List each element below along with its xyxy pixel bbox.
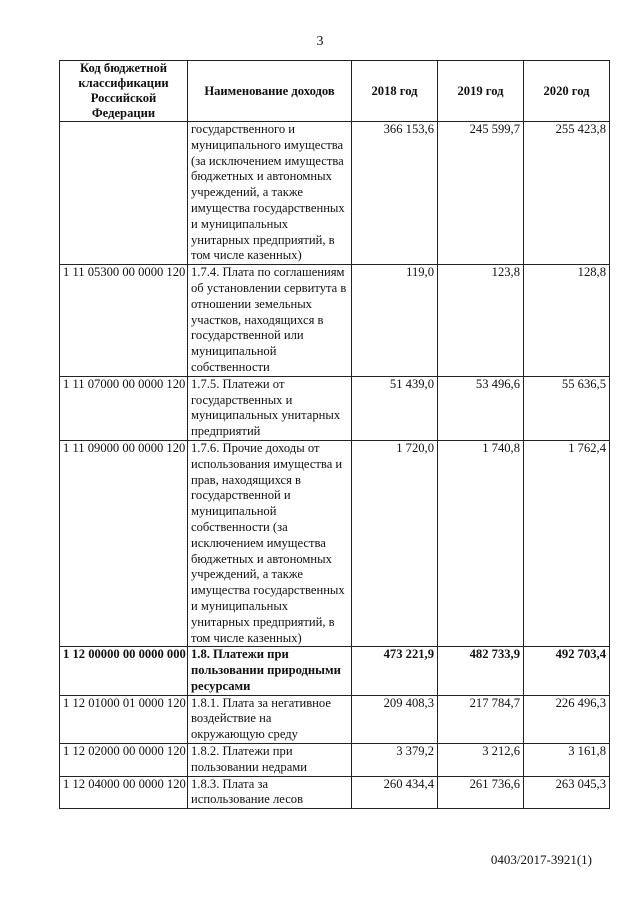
row-code: 1 12 02000 00 0000 120	[60, 744, 188, 777]
row-value-2020: 263 045,3	[524, 776, 610, 809]
row-name: 1.8.3. Плата за использование лесов	[188, 776, 352, 809]
row-value-2020: 1 762,4	[524, 440, 610, 646]
row-name: 1.8. Платежи при пользовании природными ресурсами	[188, 647, 352, 695]
table-row	[60, 744, 610, 777]
row-value-2018: 51 439,0	[352, 376, 438, 440]
table-row	[60, 695, 610, 743]
row-value-2019: 3 212,6	[438, 744, 524, 777]
document-code: 0403/2017-3921(1)	[490, 852, 592, 867]
header-2020: 2020 год	[524, 61, 610, 122]
row-value-2018: 473 221,9	[352, 647, 438, 695]
row-name: 1.8.1. Плата за негативное воздействие на окружающую среду	[188, 695, 352, 743]
row-value-2020: 492 703,4	[524, 647, 610, 695]
row-name: 1.7.5. Платежи от государственных и муниципальных унитарных предприятий	[188, 376, 352, 440]
header-name: Наименование доходов	[188, 61, 352, 122]
row-code: 1 12 04000 00 0000 120	[60, 776, 188, 809]
row-value-2020: 55 636,5	[524, 376, 610, 440]
row-value-2018: 3 379,2	[352, 744, 438, 777]
row-code: 1 11 07000 00 0000 120	[60, 376, 188, 440]
row-value-2020: 128,8	[524, 265, 610, 377]
row-name: 1.7.4. Плата по соглашениям об установлении сервитута в отношении земельных участков, находящихся в государственной или муниципальной собственности	[188, 265, 352, 377]
header-2019: 2019 год	[438, 61, 524, 122]
table-row	[60, 776, 610, 809]
table-row	[60, 265, 610, 377]
row-code: 1 11 09000 00 0000 120	[60, 440, 188, 646]
row-value-2019: 482 733,9	[438, 647, 524, 695]
row-value-2019: 245 599,7	[438, 122, 524, 265]
table-row	[60, 376, 610, 440]
table-row	[60, 440, 610, 646]
row-value-2020: 255 423,8	[524, 122, 610, 265]
row-name: государственного и муниципального имущества (за исключением имущества бюджетных и автономных учреждений, а также имущества государственных и муниципальных унитарных предприятий, в том числе казенных)	[188, 122, 352, 265]
table-row	[60, 647, 610, 695]
row-name: 1.7.6. Прочие доходы от использования имущества и прав, находящихся в государственной и муниципальной собственности (за исключением имущества бюджетных и автономных учреждений, а также имущества государственных и муниципальных унитарных предприятий, в том числе казенных)	[188, 440, 352, 646]
row-value-2020: 226 496,3	[524, 695, 610, 743]
row-value-2019: 261 736,6	[438, 776, 524, 809]
row-value-2018: 366 153,6	[352, 122, 438, 265]
row-code: 1 12 00000 00 0000 000	[60, 647, 188, 695]
row-value-2018: 260 434,4	[352, 776, 438, 809]
row-value-2020: 3 161,8	[524, 744, 610, 777]
header-2018: 2018 год	[352, 61, 438, 122]
budget-revenue-table	[59, 60, 610, 809]
row-value-2018: 119,0	[352, 265, 438, 377]
row-value-2018: 209 408,3	[352, 695, 438, 743]
row-value-2019: 53 496,6	[438, 376, 524, 440]
table-header-row	[60, 61, 610, 122]
row-code	[60, 122, 188, 265]
row-value-2019: 217 784,7	[438, 695, 524, 743]
row-value-2019: 1 740,8	[438, 440, 524, 646]
header-code: Код бюджетной классификации Российской Федерации	[60, 61, 188, 122]
row-name: 1.8.2. Платежи при пользовании недрами	[188, 744, 352, 777]
row-value-2019: 123,8	[438, 265, 524, 377]
row-value-2018: 1 720,0	[352, 440, 438, 646]
row-code: 1 11 05300 00 0000 120	[60, 265, 188, 377]
page-number: 3	[316, 34, 324, 49]
row-code: 1 12 01000 01 0000 120	[60, 695, 188, 743]
table-row	[60, 122, 610, 265]
